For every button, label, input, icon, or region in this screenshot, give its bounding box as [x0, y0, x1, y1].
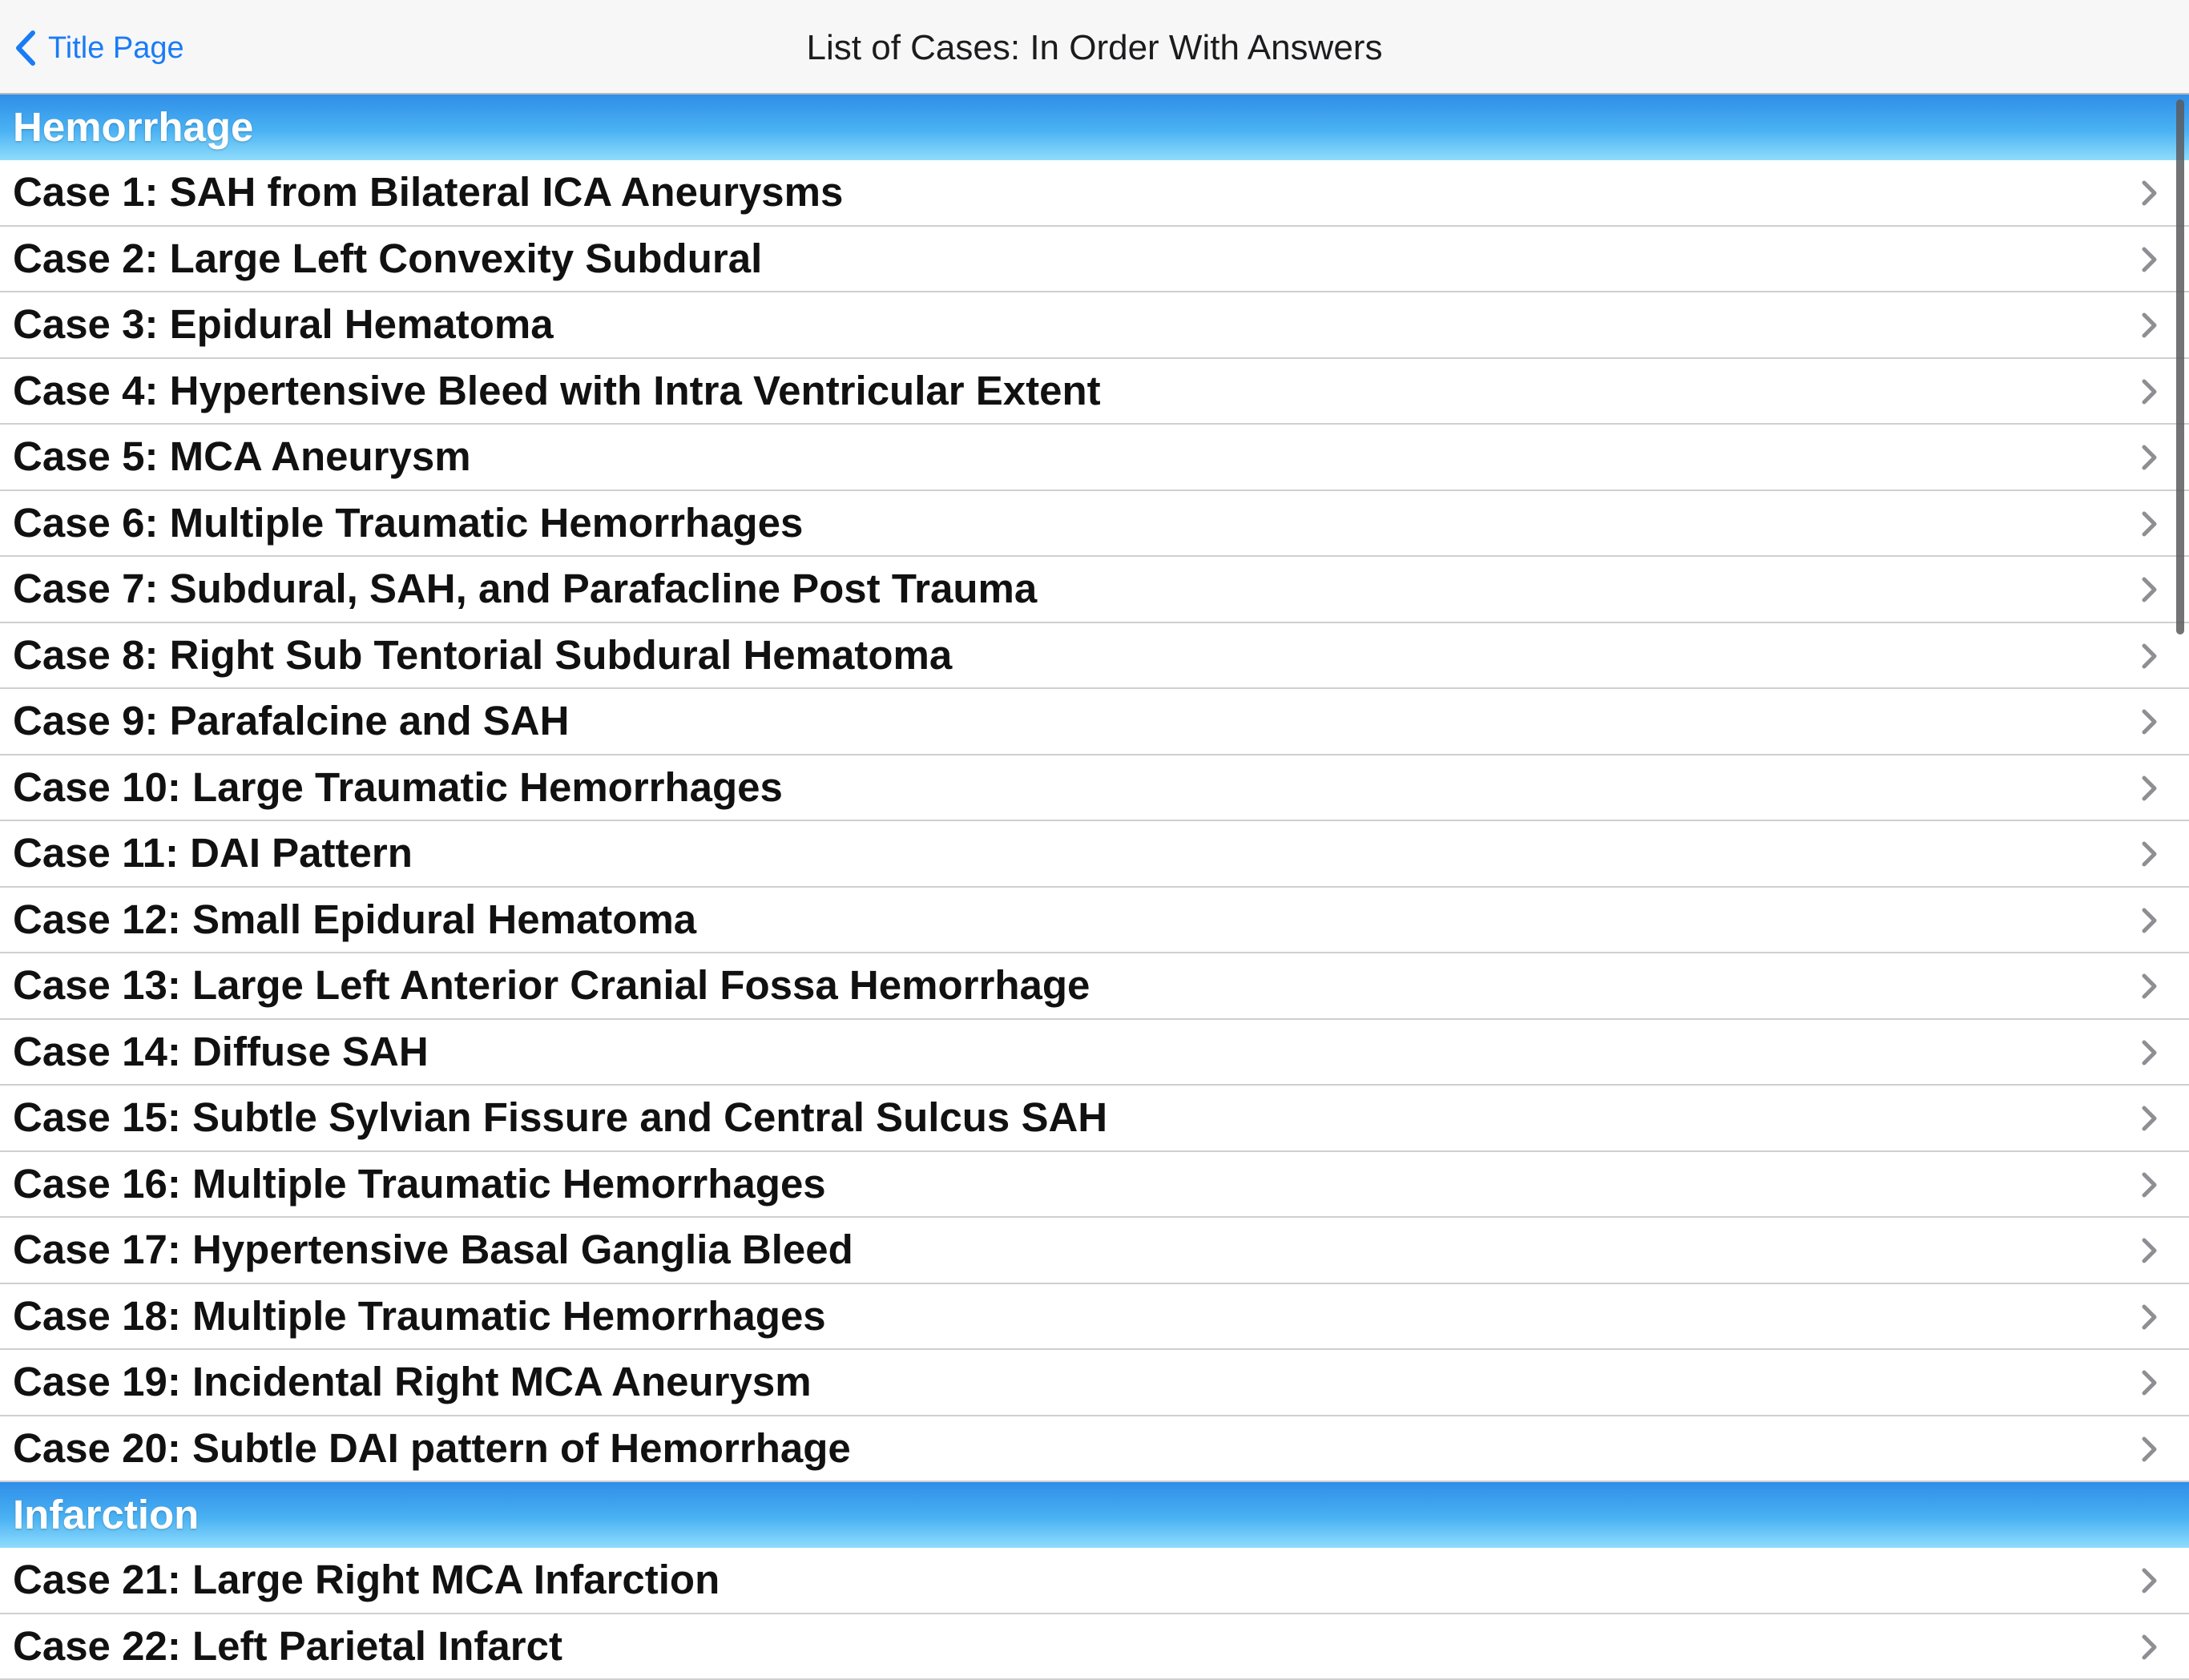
vertical-scrollbar[interactable]	[2176, 99, 2184, 635]
case-row[interactable]	[0, 1614, 2189, 1680]
case-row[interactable]	[0, 821, 2189, 888]
chevron-right-icon	[2141, 775, 2159, 802]
chevron-right-icon	[2141, 1237, 2159, 1264]
chevron-right-icon	[2141, 576, 2159, 603]
chevron-right-icon	[2141, 1171, 2159, 1199]
case-title: Case 4: Hypertensive Bleed with Intra Ventricular Extent	[13, 359, 1101, 423]
case-title: Case 10: Large Traumatic Hemorrhages	[13, 755, 783, 820]
case-title: Case 13: Large Left Anterior Cranial Fossa Hemorrhage	[13, 953, 1090, 1017]
case-title: Case 1: SAH from Bilateral ICA Aneurysms	[13, 160, 843, 224]
case-title: Case 8: Right Sub Tentorial Subdural Hematoma	[13, 623, 952, 687]
case-title: Case 12: Small Epidural Hematoma	[13, 888, 696, 952]
case-row[interactable]	[0, 755, 2189, 822]
section-header-infarction: Infarction	[0, 1482, 2189, 1548]
chevron-right-icon	[2141, 510, 2159, 538]
case-title: Case 5: MCA Aneurysm	[13, 425, 471, 489]
case-title: Case 21: Large Right MCA Infarction	[13, 1548, 720, 1612]
case-title: Case 7: Subdural, SAH, and Parafacline Post Trauma	[13, 557, 1037, 621]
section-header-hemorrhage: Hemorrhage	[0, 95, 2189, 160]
case-title: Case 19: Incidental Right MCA Aneurysm	[13, 1350, 812, 1414]
chevron-right-icon	[2141, 1436, 2159, 1463]
case-list-table[interactable]	[0, 95, 2189, 1641]
case-row[interactable]	[0, 953, 2189, 1020]
case-row[interactable]	[0, 1086, 2189, 1152]
chevron-right-icon	[2141, 643, 2159, 670]
case-row[interactable]	[0, 1218, 2189, 1284]
back-button-label: Title Page	[48, 24, 184, 72]
case-row[interactable]	[0, 1350, 2189, 1416]
case-row[interactable]	[0, 689, 2189, 755]
case-row[interactable]	[0, 227, 2189, 293]
chevron-right-icon	[2141, 1369, 2159, 1396]
case-row[interactable]	[0, 623, 2189, 690]
case-row[interactable]	[0, 425, 2189, 491]
case-row[interactable]	[0, 491, 2189, 558]
case-row[interactable]	[0, 888, 2189, 954]
case-title: Case 9: Parafalcine and SAH	[13, 689, 569, 753]
chevron-right-icon	[2141, 246, 2159, 273]
case-title: Case 18: Multiple Traumatic Hemorrhages	[13, 1284, 826, 1348]
case-title: Case 15: Subtle Sylvian Fissure and Central Sulcus SAH	[13, 1086, 1107, 1150]
case-row[interactable]	[0, 1548, 2189, 1614]
case-title: Case 20: Subtle DAI pattern of Hemorrhage	[13, 1416, 851, 1481]
case-row[interactable]	[0, 359, 2189, 425]
chevron-right-icon	[2141, 378, 2159, 405]
case-row[interactable]	[0, 160, 2189, 227]
chevron-right-icon	[2141, 973, 2159, 1000]
navigation-bar	[0, 0, 2189, 95]
chevron-right-icon	[2141, 1303, 2159, 1331]
chevron-right-icon	[2141, 179, 2159, 207]
chevron-right-icon	[2141, 1634, 2159, 1661]
chevron-right-icon	[2141, 840, 2159, 868]
case-title: Case 6: Multiple Traumatic Hemorrhages	[13, 491, 803, 555]
case-title: Case 11: DAI Pattern	[13, 821, 413, 885]
case-row[interactable]	[0, 1284, 2189, 1351]
case-title: Case 3: Epidural Hematoma	[13, 292, 554, 357]
case-title: Case 17: Hypertensive Basal Ganglia Bleed	[13, 1218, 853, 1282]
chevron-right-icon	[2141, 1039, 2159, 1066]
case-title: Case 16: Multiple Traumatic Hemorrhages	[13, 1152, 826, 1216]
chevron-right-icon	[2141, 1105, 2159, 1132]
chevron-right-icon	[2141, 1567, 2159, 1594]
chevron-right-icon	[2141, 312, 2159, 339]
chevron-right-icon	[2141, 708, 2159, 735]
case-title: Case 14: Diffuse SAH	[13, 1020, 429, 1084]
case-row[interactable]	[0, 1020, 2189, 1086]
case-row[interactable]	[0, 292, 2189, 359]
chevron-right-icon	[2141, 907, 2159, 934]
case-title: Case 2: Large Left Convexity Subdural	[13, 227, 762, 291]
page-title: List of Cases: In Order With Answers	[0, 22, 2189, 74]
case-row[interactable]	[0, 1152, 2189, 1219]
chevron-right-icon	[2141, 444, 2159, 471]
case-row[interactable]	[0, 1416, 2189, 1483]
case-title: Case 22: Left Parietal Infarct	[13, 1614, 562, 1678]
case-row[interactable]	[0, 557, 2189, 623]
